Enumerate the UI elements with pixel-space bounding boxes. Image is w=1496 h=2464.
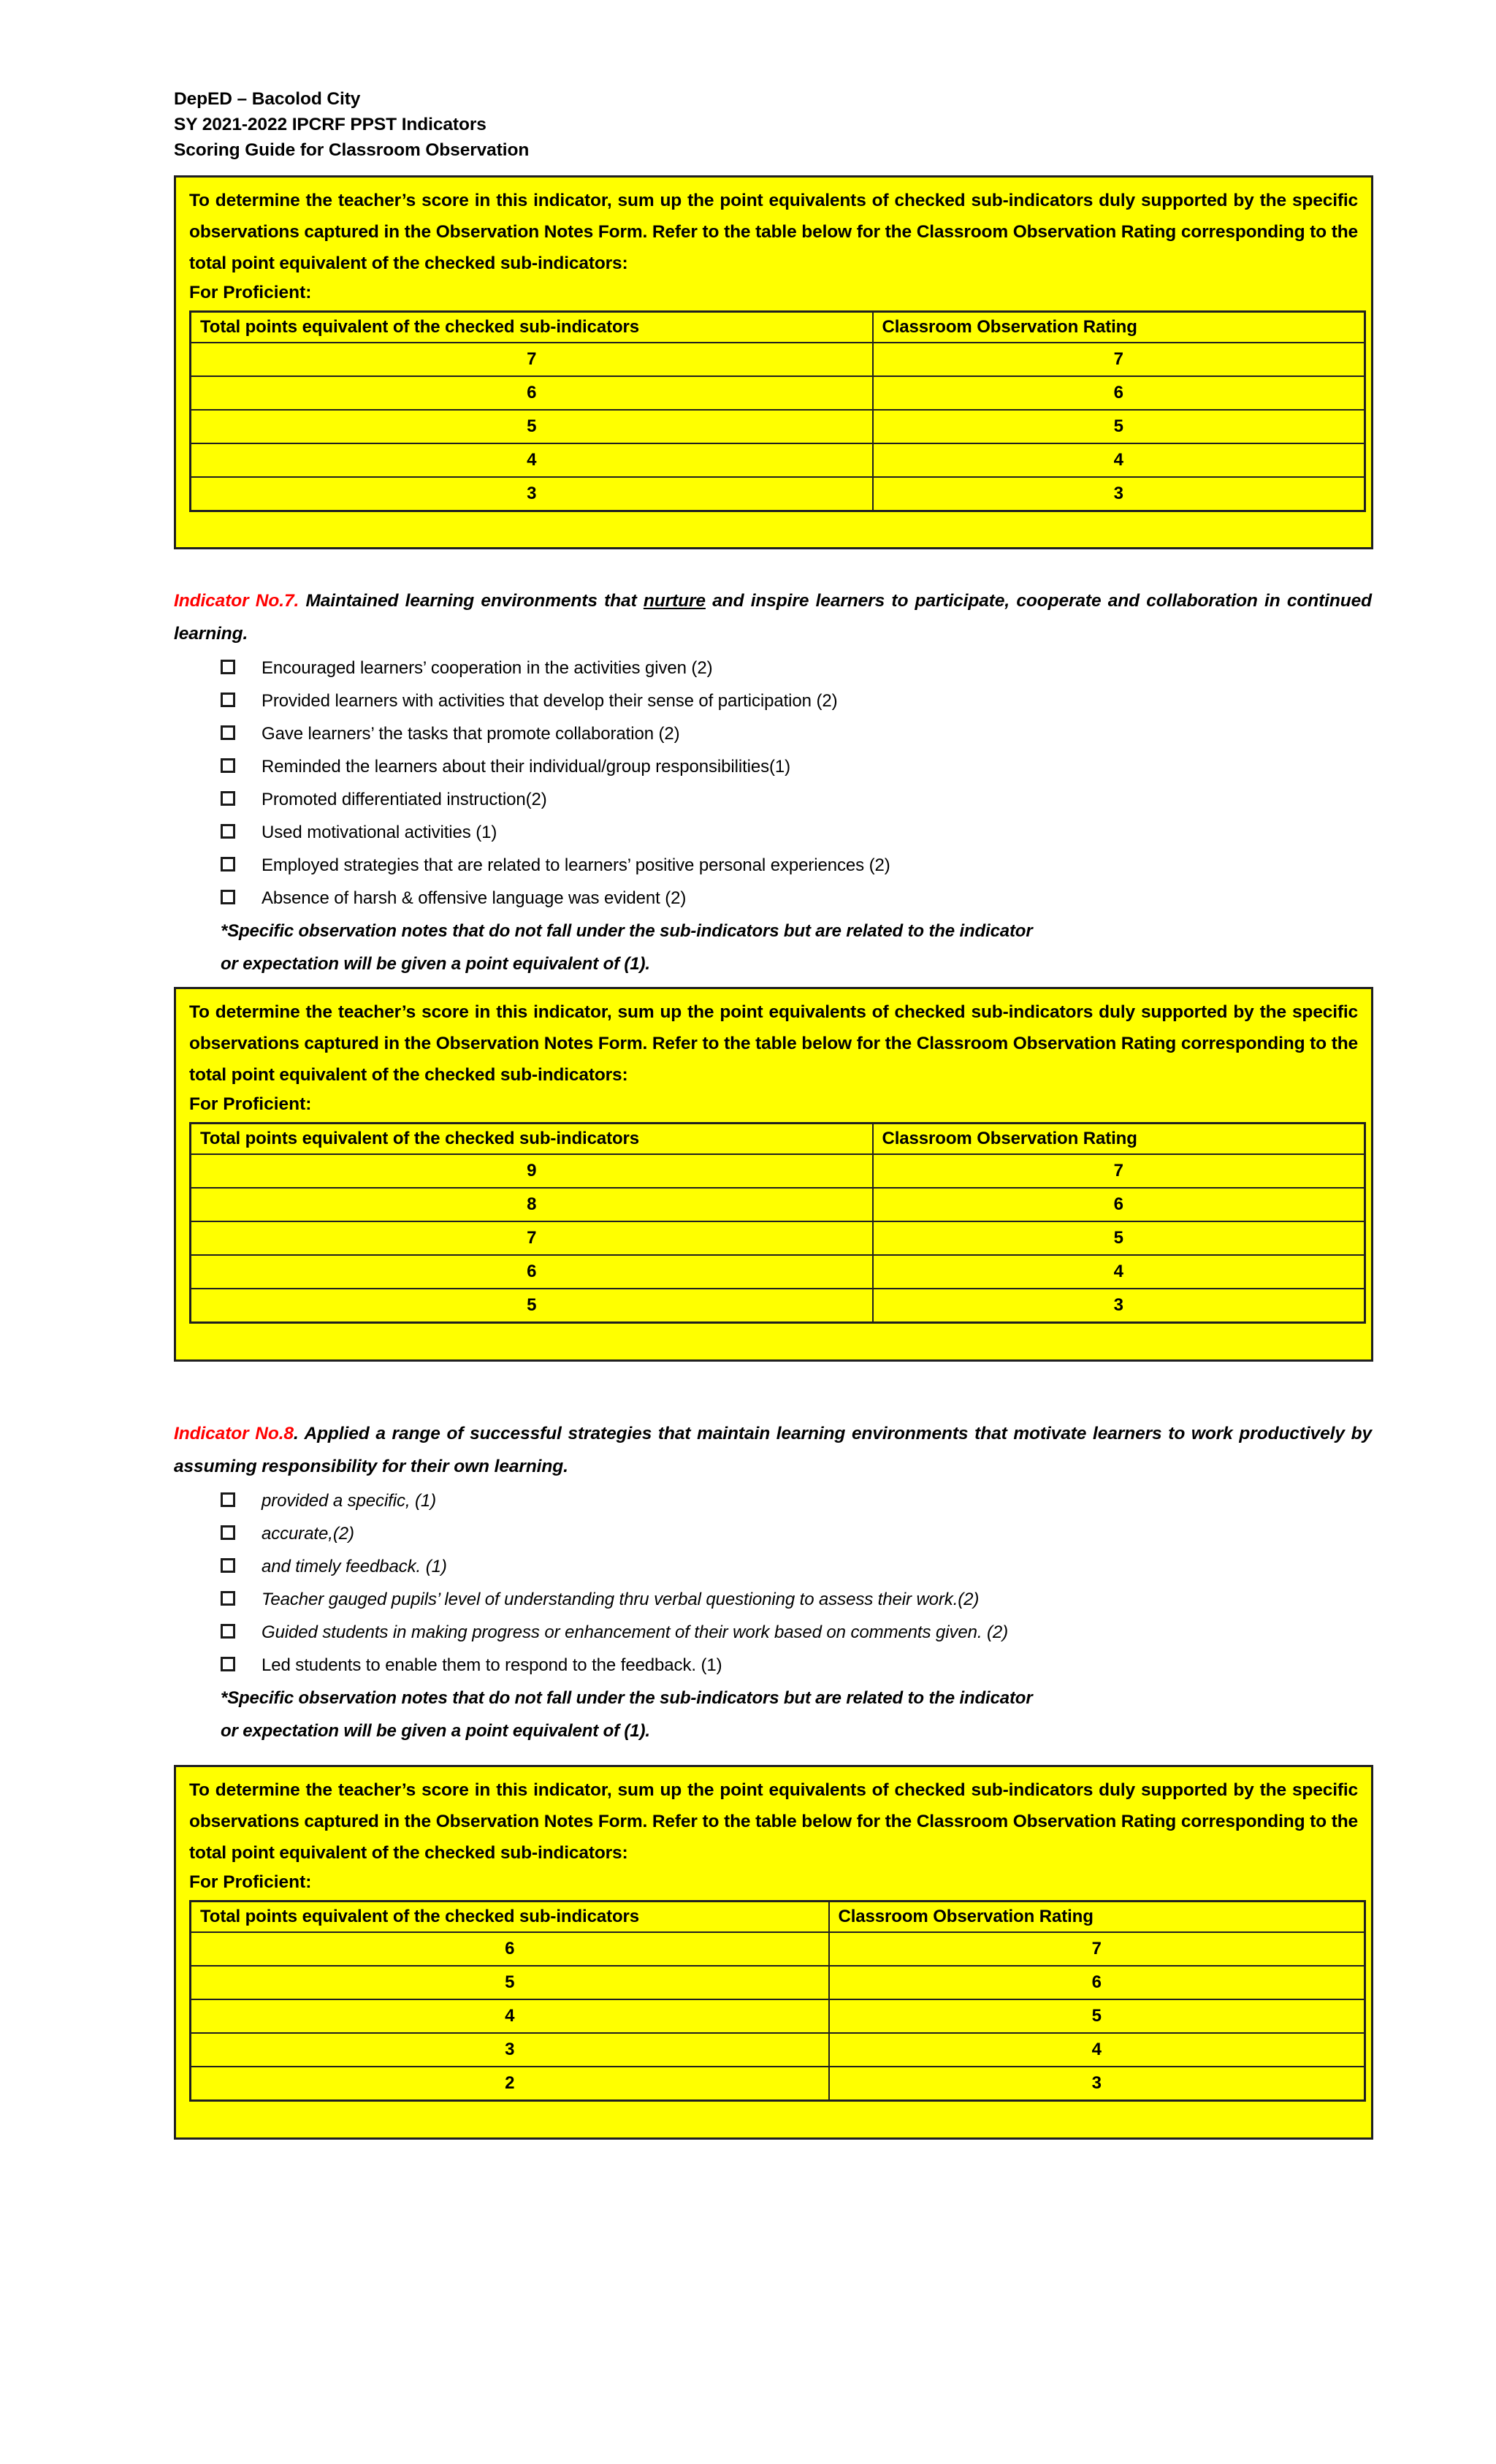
sub-indicator-label: Guided students in making progress or enhancement of their work based on comments given. (2): [262, 1622, 1009, 1642]
list-item: [221, 684, 1372, 717]
indicator-7-note-line-2: or expectation will be given a point equivalent of (1).: [221, 954, 650, 974]
col-header-observation-rating: Classroom Observation Rating: [873, 312, 1365, 343]
sub-indicator-label: Employed strategies that are related to learners’ positive personal experiences (2): [262, 855, 890, 875]
checkbox-icon[interactable]: [221, 1657, 235, 1671]
cell-points: 9: [191, 1154, 873, 1188]
sub-indicator-label: Absence of harsh & offensive language was evident (2): [262, 888, 687, 908]
for-proficient-label: For Proficient:: [189, 1094, 312, 1114]
score-table-indicator-8: [189, 1900, 1366, 2102]
checkbox-icon[interactable]: [221, 890, 235, 904]
cell-points: 7: [191, 343, 873, 376]
table-row: [191, 443, 1365, 477]
sub-indicator-label: Promoted differentiated instruction(2): [262, 790, 547, 809]
indicator-8-note-line-2: or expectation will be given a point equivalent of (1).: [221, 1721, 650, 1741]
sub-indicator-label: Led students to enable them to respond to the feedback. (1): [262, 1655, 722, 1675]
list-item: [221, 1517, 1372, 1550]
list-item: [221, 652, 1372, 684]
checkbox-icon[interactable]: [221, 857, 235, 871]
list-item: [221, 849, 1372, 882]
cell-points: 4: [191, 1999, 829, 2033]
scoring-instructions: To determine the teacher’s score in this indicator, sum up the point equivalents of checked sub-indicators duly supported by the specific observations captured in the Observation Notes Form. Refer to the table below for the Classroom Observation Rating corresponding to the total point equivalent of the checked sub-indicators:: [189, 1002, 1358, 1085]
scoring-instructions: To determine the teacher’s score in this indicator, sum up the point equivalents of checked sub-indicators duly supported by the specific observations captured in the Observation Notes Form. Refer to the table below for the Classroom Observation Rating corresponding to the total point equivalent of the checked sub-indicators:: [189, 1780, 1358, 1863]
table-row: [191, 376, 1365, 410]
cell-points: 5: [191, 1289, 873, 1323]
col-header-total-points: Total points equivalent of the checked sub-indicators: [191, 1902, 829, 1933]
header-line-scoring-guide: Scoring Guide for Classroom Observation: [174, 140, 530, 160]
cell-rating: 3: [873, 477, 1365, 511]
table-row: [191, 2033, 1365, 2067]
scoring-box-indicator-7: [174, 987, 1373, 1362]
cell-points: 5: [191, 1966, 829, 1999]
sub-indicator-label: Gave learners’ the tasks that promote collaboration (2): [262, 724, 680, 744]
indicator-7-text-part1: Maintained learning environments that: [299, 591, 644, 611]
cell-points: 7: [191, 1221, 873, 1255]
indicator-7-section: [174, 584, 1372, 980]
table-header-row: [191, 312, 1365, 343]
table-header-row: [191, 1902, 1365, 1933]
indicator-8-section: [174, 1417, 1372, 1747]
cell-rating: 5: [873, 410, 1365, 443]
sub-indicator-label: Reminded the learners about their individual/group responsibilities(1): [262, 757, 791, 777]
cell-points: 3: [191, 2033, 829, 2067]
table-row: [191, 1188, 1365, 1221]
list-item: [221, 882, 1372, 915]
list-item: [221, 1616, 1372, 1649]
table-row: [191, 1289, 1365, 1323]
cell-points: 2: [191, 2067, 829, 2101]
col-header-observation-rating: Classroom Observation Rating: [829, 1902, 1365, 1933]
list-item: [221, 816, 1372, 849]
checkbox-icon[interactable]: [221, 1624, 235, 1639]
cell-rating: 7: [873, 1154, 1365, 1188]
cell-rating: 4: [829, 2033, 1365, 2067]
cell-rating: 4: [873, 1255, 1365, 1289]
checkbox-icon[interactable]: [221, 1558, 235, 1573]
cell-points: 6: [191, 1255, 873, 1289]
list-item: [221, 783, 1372, 816]
cell-rating: 7: [873, 343, 1365, 376]
score-table-indicator-7: [189, 1122, 1366, 1324]
cell-points: 6: [191, 376, 873, 410]
sub-indicator-label: provided a specific, (1): [262, 1491, 437, 1511]
for-proficient-label: For Proficient:: [189, 1872, 312, 1892]
table-row: [191, 343, 1365, 376]
list-item: [221, 717, 1372, 750]
list-item: [221, 1550, 1372, 1583]
checkbox-icon[interactable]: [221, 824, 235, 839]
header-line-organization: DepED – Bacolod City: [174, 89, 361, 109]
indicator-7-sub-indicator-list: [221, 652, 1372, 915]
list-item: [221, 1583, 1372, 1616]
checkbox-icon[interactable]: [221, 791, 235, 806]
sub-indicator-label: and timely feedback. (1): [262, 1557, 447, 1576]
scoring-box-top: [174, 175, 1373, 549]
cell-points: 8: [191, 1188, 873, 1221]
cell-rating: 6: [873, 1188, 1365, 1221]
sub-indicator-label: Provided learners with activities that develop their sense of participation (2): [262, 691, 838, 711]
cell-rating: 6: [873, 376, 1365, 410]
col-header-total-points: Total points equivalent of the checked sub-indicators: [191, 312, 873, 343]
checkbox-icon[interactable]: [221, 660, 235, 674]
cell-rating: 6: [829, 1966, 1365, 1999]
indicator-8-sub-indicator-list: [221, 1484, 1372, 1682]
score-table-indicator-7-body: [191, 1154, 1365, 1323]
table-row: [191, 410, 1365, 443]
table-row: [191, 2067, 1365, 2101]
cell-points: 4: [191, 443, 873, 477]
scoring-instructions: To determine the teacher’s score in this indicator, sum up the point equivalents of checked sub-indicators duly supported by the specific observations captured in the Observation Notes Form. Refer to the table below for the Classroom Observation Rating corresponding to the total point equivalent of the checked sub-indicators:: [189, 191, 1358, 273]
table-row: [191, 477, 1365, 511]
col-header-total-points: Total points equivalent of the checked sub-indicators: [191, 1124, 873, 1155]
table-row: [191, 1221, 1365, 1255]
checkbox-icon[interactable]: [221, 1591, 235, 1606]
list-item: [221, 1484, 1372, 1517]
checkbox-icon[interactable]: [221, 1492, 235, 1507]
table-row: [191, 1966, 1365, 1999]
score-table-indicator-8-body: [191, 1932, 1365, 2101]
sub-indicator-label: accurate,(2): [262, 1524, 354, 1544]
sub-indicator-label: Encouraged learners’ cooperation in the activities given (2): [262, 658, 713, 678]
checkbox-icon[interactable]: [221, 758, 235, 773]
checkbox-icon[interactable]: [221, 725, 235, 740]
header-line-indicators: SY 2021-2022 IPCRF PPST Indicators: [174, 115, 486, 134]
score-table-top-body: [191, 343, 1365, 511]
cell-rating: 5: [829, 1999, 1365, 2033]
cell-rating: 5: [873, 1221, 1365, 1255]
cell-points: 5: [191, 410, 873, 443]
cell-points: 3: [191, 477, 873, 511]
table-row: [191, 1999, 1365, 2033]
table-row: [191, 1932, 1365, 1966]
checkbox-icon[interactable]: [221, 693, 235, 707]
scoring-box-indicator-8: [174, 1765, 1373, 2140]
sub-indicator-label: Used motivational activities (1): [262, 823, 497, 842]
sub-indicator-label: Teacher gauged pupils’ level of understanding thru verbal questioning to assess their work.(2): [262, 1590, 980, 1609]
indicator-7-note-line-1: *Specific observation notes that do not fall under the sub-indicators but are related to the indicator: [221, 921, 1033, 941]
list-item: [221, 750, 1372, 783]
indicator-7-number: Indicator No.7.: [174, 591, 299, 611]
indicator-7-text-part2: and inspire learners to participate, cooperate and collaboration in continued learning.: [174, 591, 1373, 644]
cell-rating: 3: [829, 2067, 1365, 2101]
table-row: [191, 1255, 1365, 1289]
table-header-row: [191, 1124, 1365, 1155]
indicator-8-note-line-1: *Specific observation notes that do not fall under the sub-indicators but are related to the indicator: [221, 1688, 1033, 1708]
cell-rating: 3: [873, 1289, 1365, 1323]
list-item: [221, 1649, 1372, 1682]
cell-rating: 7: [829, 1932, 1365, 1966]
document-header: [174, 86, 529, 163]
table-row: [191, 1154, 1365, 1188]
cell-rating: 4: [873, 443, 1365, 477]
cell-points: 6: [191, 1932, 829, 1966]
checkbox-icon[interactable]: [221, 1525, 235, 1540]
for-proficient-label: For Proficient:: [189, 283, 312, 302]
score-table-top: [189, 310, 1366, 512]
indicator-7-title: [174, 584, 1372, 650]
indicator-8-number: Indicator No.8: [174, 1424, 294, 1443]
col-header-observation-rating: Classroom Observation Rating: [873, 1124, 1365, 1155]
indicator-8-text: . Applied a range of successful strategies that maintain learning environments that motivate learners to work productively by assuming responsibility for their own learning.: [174, 1424, 1372, 1476]
indicator-8-title: [174, 1417, 1372, 1483]
indicator-7-underlined-word: nurture: [643, 591, 706, 611]
